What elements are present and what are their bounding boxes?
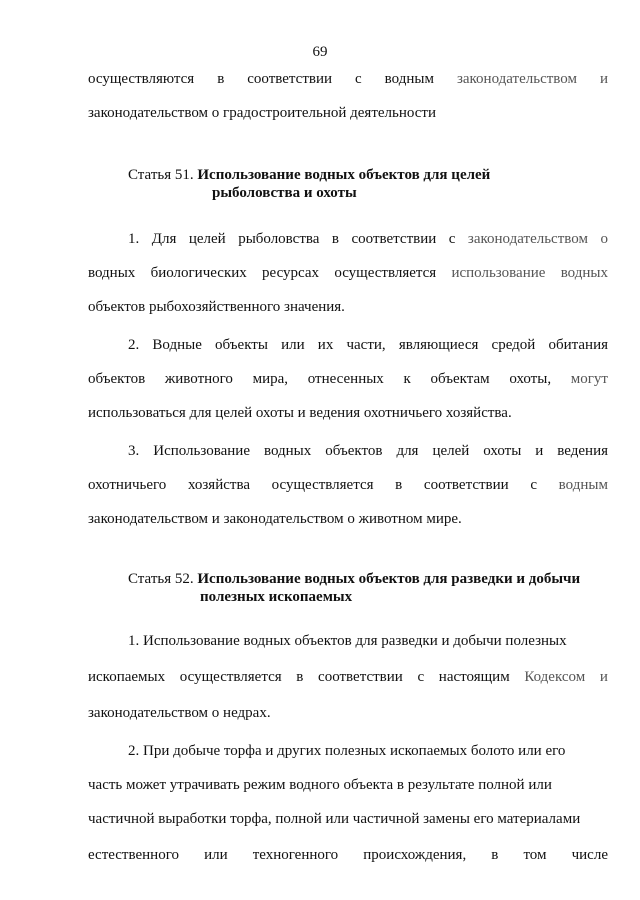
article-51-number: Статья 51. [128,167,194,183]
article-52-p2-line-4: естественного или техногенного происхождения, в том числе [88,847,608,863]
article-52-p2-line-3: частичной выработки торфа, полной или частичной замены его материалами [88,811,581,827]
article-51-title-line-2: рыболовства и охоты [212,185,357,201]
top-paragraph-line-1: осуществляются в соответствии с водным законодательством и [88,71,608,87]
article-52-p1-line-3: законодательством о недрах. [88,705,271,721]
article-51-p1-line-1: 1. Для целей рыболовства в соответствии с законодательством о [128,231,608,247]
article-52-p2-line-1: 2. При добыче торфа и других полезных ископаемых болото или его [128,743,566,759]
article-51-p3-line-1: 3. Использование водных объектов для целей охоты и ведения [128,443,608,459]
article-51-heading [128,166,490,184]
article-52-p1-line-1: 1. Использование водных объектов для разведки и добычи полезных [128,633,567,649]
top-paragraph-line-2: законодательством о градостроительной деятельности [88,105,436,121]
article-51-p2-line-3: использоваться для целей охоты и ведения охотничьего хозяйства. [88,405,512,421]
article-51-p3-line-3: законодательством и законодательством о животном мире. [88,511,462,527]
article-51-p3-line-2: охотничьего хозяйства осуществляется в соответствии с водным [88,477,608,493]
article-52-title-line-1: Использование водных объектов для разведки и добычи [197,571,581,587]
page-number: 69 [312,44,328,60]
article-52-heading [128,570,580,588]
article-51-p2-line-2: объектов животного мира, отнесенных к объектам охоты, могут [88,371,608,387]
article-51-p1-line-2: водных биологических ресурсах осуществляется использование водных [88,265,608,281]
article-52-number: Статья 52. [128,571,194,587]
article-51-p1-line-3: объектов рыбохозяйственного значения. [88,299,345,315]
article-52-p1-line-2: ископаемых осуществляется в соответствии с настоящим Кодексом и [88,669,608,685]
article-51-p2-line-1: 2. Водные объекты или их части, являющиеся средой обитания [128,337,608,353]
article-52-title-line-2: полезных ископаемых [200,589,353,605]
article-51-title-line-1: Использование водных объектов для целей [197,167,491,183]
article-52-p2-line-2: часть может утрачивать режим водного объекта в результате полной или [88,777,552,793]
